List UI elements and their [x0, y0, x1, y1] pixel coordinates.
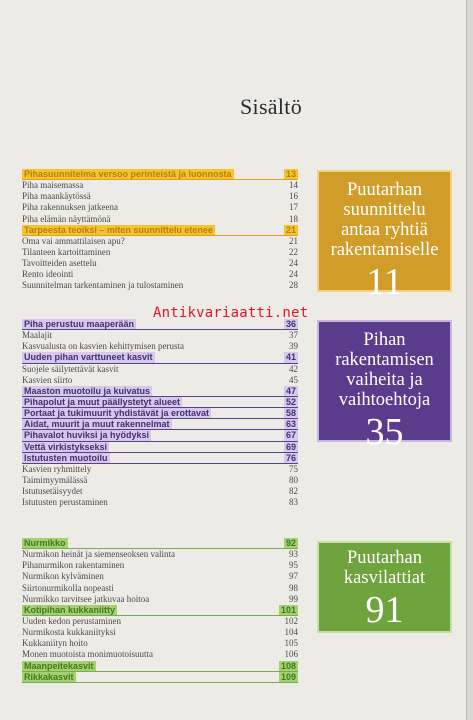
toc-entry-title: Maanpeitekasvit [24, 660, 94, 671]
toc-entry-page: 93 [289, 549, 298, 560]
toc-entry [22, 486, 298, 497]
toc-entry-page: 97 [289, 571, 298, 582]
toc-chapter-heading [22, 442, 298, 453]
toc-entry-page: 82 [289, 486, 298, 497]
toc-entry-page: 58 [285, 408, 296, 419]
toc-entry-page: 95 [289, 560, 298, 571]
toc-entry [22, 364, 298, 375]
toc-entry-page: 105 [284, 638, 298, 649]
chapter-panel-page-number: 11 [366, 261, 403, 303]
toc-entry-page: 39 [289, 341, 298, 352]
chapter-panel-plants [317, 541, 452, 633]
toc-chapter-heading [22, 386, 298, 397]
toc-entry [22, 202, 298, 213]
toc-entry-page: 17 [289, 202, 298, 213]
toc-entry [22, 464, 298, 475]
toc-entry-page: 37 [289, 330, 298, 341]
toc-chapter-heading [22, 672, 298, 683]
toc-entry [22, 616, 298, 627]
toc-entry-page: 16 [289, 191, 298, 202]
toc-entry-page: 18 [289, 213, 298, 224]
toc-chapter-heading [22, 453, 298, 464]
toc-entry-title: Siirtonurmikolla nopeasti [22, 582, 114, 593]
toc-entry-page: 22 [289, 246, 298, 257]
toc-chapter-heading [22, 397, 298, 408]
toc-entry [22, 191, 298, 202]
chapter-panel-page-number: 35 [365, 411, 404, 453]
toc-entry [22, 236, 298, 247]
toc-entry [22, 258, 298, 269]
toc-entry [22, 627, 298, 638]
toc-entry [22, 583, 298, 594]
toc-chapter-heading [22, 419, 298, 430]
toc-entry [22, 269, 298, 280]
toc-entry-page: 69 [285, 441, 296, 452]
toc-entry-title: Maalajit [22, 330, 52, 341]
toc-entry-page: 21 [285, 224, 296, 235]
toc-entry-title: Suunnitelman tarkentaminen ja tulostaminen [22, 280, 184, 291]
toc-entry-title: Nurmikon kylväminen [22, 571, 104, 582]
toc-entry-title: Pihanurmikon rakentaminen [22, 560, 125, 571]
toc-entry-title: Uuden kedon perustaminen [22, 615, 121, 626]
watermark-text: Antikvariaatti.net [153, 305, 309, 321]
toc-entry-title: Taimimyymälässä [22, 474, 88, 485]
toc-entry [22, 180, 298, 191]
toc-entry-title: Nurmikosta kukkaniityksi [22, 627, 116, 638]
chapter-panel-title: Puutarhan kasvilattiat [343, 548, 426, 588]
toc-entry-title: Tavoitteiden asettelu [22, 258, 97, 269]
toc-entry-page: 83 [289, 497, 298, 508]
toc-entry [22, 649, 298, 660]
toc-entry [22, 341, 298, 352]
toc-entry-title: Nurmikon heinät ja siemenseoksen valinta [22, 549, 175, 560]
toc-entry-page: 42 [289, 363, 298, 374]
toc-entry-page: 24 [289, 269, 298, 280]
chapter-panel-title: Puutarhan suunnittelu antaa ryhtiä rakentamiselle [330, 180, 439, 260]
toc-entry-title: Pihavalot huviksi ja hyödyksi [24, 430, 150, 441]
toc-entry-page: 67 [285, 430, 296, 441]
toc-entry-title: Kasvualusta on kasvien kehittymisen perusta [22, 341, 184, 352]
toc-entry-page: 104 [284, 627, 298, 638]
toc-entry-page: 63 [285, 419, 296, 430]
chapter-panel-construction [317, 320, 452, 453]
toc-entry [22, 475, 298, 486]
toc-entry [22, 280, 298, 291]
toc-chapter-heading [22, 408, 298, 419]
toc-entry-page: 47 [285, 385, 296, 396]
toc-entry-title: Piha rakennuksen jatkeena [22, 202, 118, 213]
toc-entry-title: Istutusten muotoilu [24, 452, 108, 463]
toc-entry-page: 24 [289, 258, 298, 269]
toc-entry-page: 101 [280, 604, 296, 615]
chapter-panel-page-number: 91 [365, 589, 404, 631]
toc-entry-page: 45 [289, 374, 298, 385]
toc-entry-page: 36 [285, 319, 296, 329]
toc-entry [22, 375, 298, 386]
toc-entry-title: Rento ideointi [22, 269, 74, 280]
toc-entry-page: 80 [289, 474, 298, 485]
toc-chapter-heading [22, 538, 298, 549]
toc-entry [22, 497, 298, 508]
toc-entry-page: 102 [284, 615, 298, 626]
toc-entry-page: 52 [285, 396, 296, 407]
toc-entry-title: Vettä virkistykseksi [24, 441, 108, 452]
toc-entry-title: Monen muotoista monimuotoisuutta [22, 649, 153, 660]
toc-entry-page: 109 [280, 671, 296, 682]
toc-entry-page: 28 [289, 280, 298, 291]
toc-entry [22, 638, 298, 649]
toc-entry-title: Uuden pihan varttuneet kasvit [24, 352, 153, 363]
toc-entry-page: 108 [280, 660, 296, 671]
toc-entry-title: Kasvien siirto [22, 374, 73, 385]
toc-entry-page: 92 [285, 538, 296, 548]
chapter-panel-title: Pihan rakentamisen vaiheita ja vaihtoehtoja [335, 330, 434, 410]
toc-entry-title: Kasvien ryhmittely [22, 463, 92, 474]
toc-entry-title: Piha maankäytössä [22, 191, 91, 202]
toc-entry-page: 13 [285, 169, 296, 179]
toc-entry [22, 560, 298, 571]
toc-chapter-heading [22, 225, 298, 236]
toc-entry-page: 75 [289, 463, 298, 474]
toc-entry-page: 14 [289, 180, 298, 191]
toc-entry-title: Pihapolut ja muut päällystetyt alueet [24, 396, 181, 407]
toc-entry-page: 21 [289, 235, 298, 246]
toc-entry-page: 76 [285, 452, 296, 463]
toc-entry-page: 98 [289, 582, 298, 593]
toc-entry [22, 571, 298, 582]
toc-section-construction [22, 319, 298, 508]
toc-entry-title: Kotipihan kukkaniitty [24, 604, 116, 615]
toc-entry-page: 106 [284, 649, 298, 660]
toc-entry-title: Kukkaniityn hoito [22, 638, 88, 649]
toc-chapter-heading [22, 605, 298, 616]
toc-entry-page: 41 [285, 352, 296, 363]
toc-entry-title: Pihasuunnitelma versoo perinteistä ja luonnosta [24, 169, 232, 179]
toc-entry-title: Nurmikko tarvitsee jatkuvaa hoitoa [22, 593, 150, 604]
toc-entry-title: Tarpeesta teoiksi – miten suunnittelu etenee [24, 224, 213, 235]
toc-entry-title: Aidat, muurit ja muut rakennelmat [24, 419, 170, 430]
toc-entry-title: Istutusetäisyydet [22, 486, 83, 497]
toc-entry-title: Nurmikko [24, 538, 66, 548]
toc-entry-title: Rikkakasvit [24, 671, 74, 682]
toc-entry-page: 99 [289, 593, 298, 604]
chapter-panel-planning [317, 170, 452, 303]
toc-entry-title: Piha perustuu maaperään [24, 319, 135, 329]
toc-chapter-heading [22, 169, 298, 180]
toc-entry-title: Istutusten perustaminen [22, 497, 108, 508]
toc-entry [22, 247, 298, 258]
toc-entry-title: Suojele säilytettävät kasvit [22, 363, 119, 374]
page-gutter [467, 0, 473, 720]
toc-section-planning [22, 169, 298, 292]
toc-entry [22, 549, 298, 560]
toc-entry [22, 214, 298, 225]
toc-entry-title: Tilanteen kartoittaminen [22, 246, 111, 257]
toc-entry [22, 594, 298, 605]
toc-entry-title: Portaat ja tukimuurit yhdistävät ja erottavat [24, 408, 210, 419]
toc-entry-title: Maaston muotoilu ja kuivatus [24, 385, 151, 396]
toc-entry-title: Piha maisemassa [22, 180, 84, 191]
toc-section-plants [22, 538, 298, 683]
toc-chapter-heading [22, 352, 298, 363]
toc-entry-title: Oma vai ammattilaisen apu? [22, 235, 125, 246]
toc-entry [22, 330, 298, 341]
toc-chapter-heading [22, 430, 298, 441]
toc-entry-title: Piha elämän näyttämönä [22, 213, 111, 224]
page-title: Sisältö [240, 94, 302, 119]
toc-chapter-heading [22, 661, 298, 672]
